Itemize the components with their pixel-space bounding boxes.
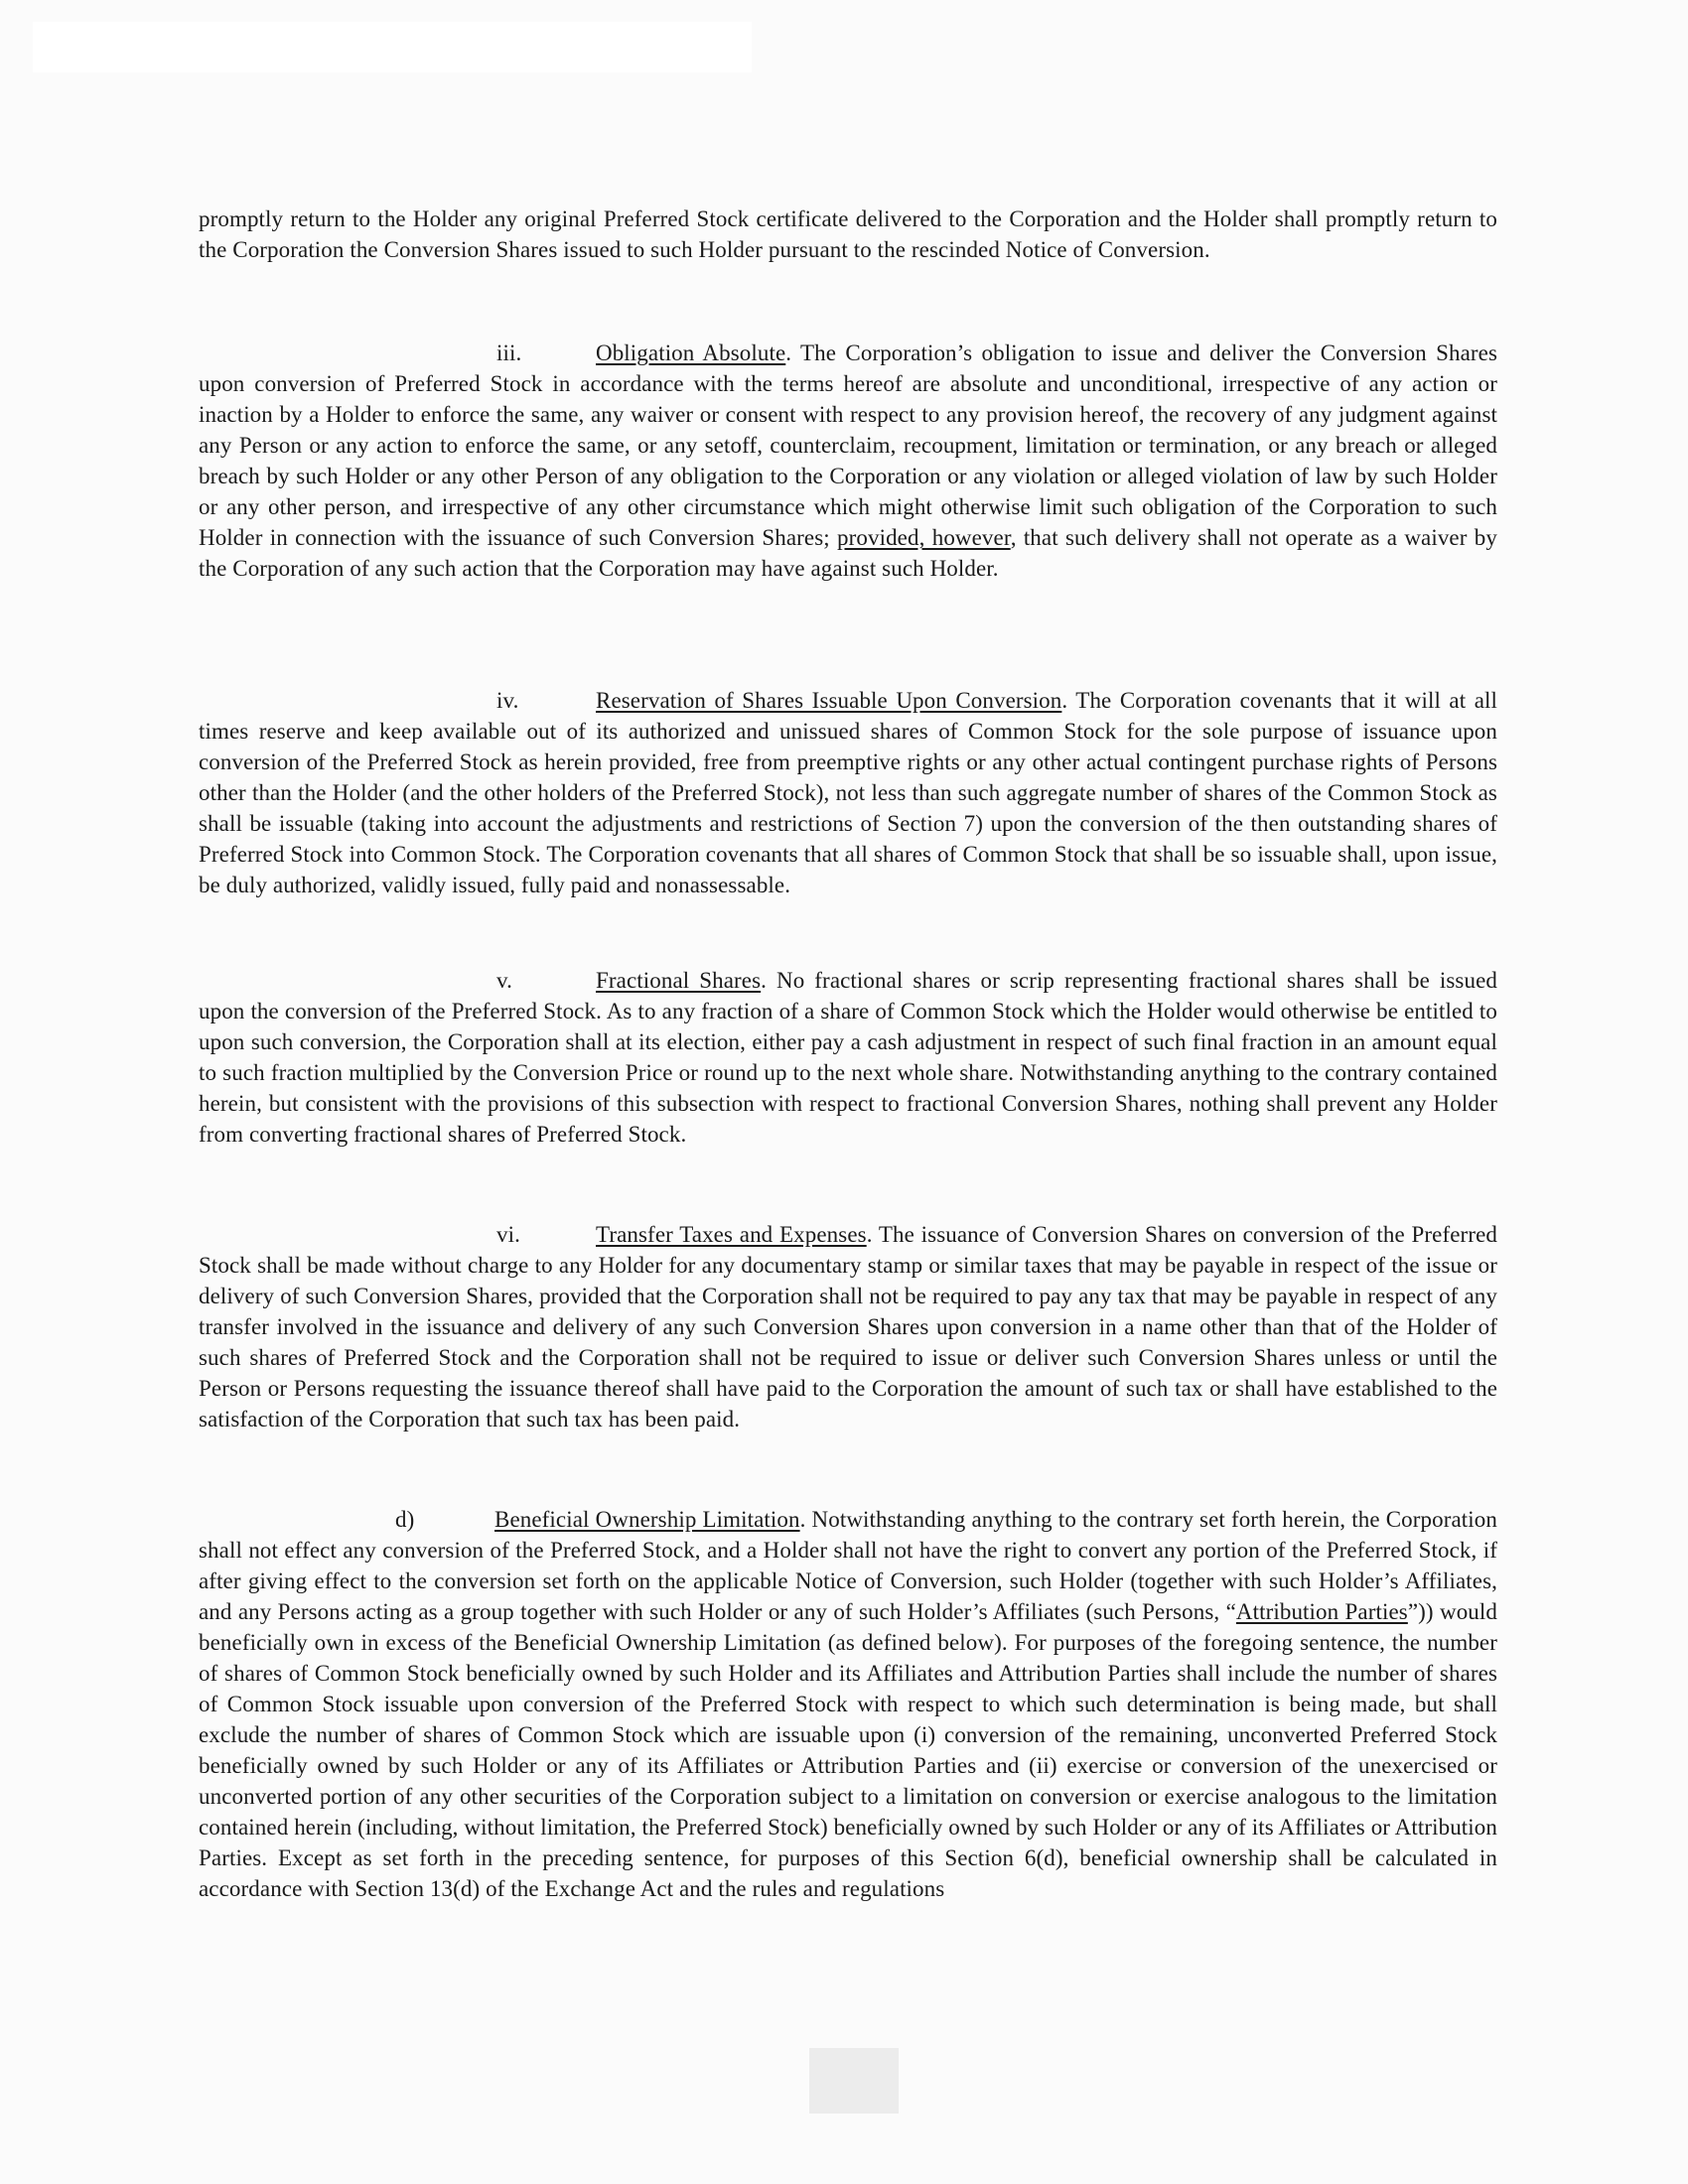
item-label: vi. <box>496 1222 520 1247</box>
underlined-phrase: provided, however <box>837 525 1011 550</box>
item-v-fractional-shares <box>199 965 1497 1150</box>
item-d-beneficial-ownership-limitation <box>199 1504 1497 1904</box>
item-label: d) <box>395 1507 415 1532</box>
item-label: v. <box>496 968 512 993</box>
underlined-phrase: Attribution Parties <box>1235 1599 1408 1624</box>
paragraph-continuation <box>199 204 1497 265</box>
document-text <box>199 0 1497 2184</box>
item-label: iii. <box>496 341 522 365</box>
body-text: promptly return to the Holder any original Preferred Stock certificate delivered to the Corporation and the Holder shall promptly return to the Corporation the Conversion Shares issued to such Holder pursuant to the rescinded Notice of Conversion. <box>199 206 1497 262</box>
body-text: ”)) would beneficially own in excess of the Beneficial Ownership Limitation (as defined below). For purposes of the foregoing sentence, the number of shares of Common Stock beneficially owned by such Holder and its Affiliates and Attribution Parties shall include the number of shares of Common Stock issuable upon conversion of the Preferred Stock with respect to which such determination is being made, but shall exclude the number of shares of Common Stock which are issuable upon (i) conversion of the remaining, unconverted Preferred Stock beneficially owned by such Holder or any of its Affiliates or Attribution Parties and (ii) exercise or conversion of the unexercised or unconverted portion of any other securities of the Corporation subject to a limitation on conversion or exercise analogous to the limitation contained herein (including, without limitation, the Preferred Stock) beneficially owned by such Holder or any of its Affiliates or Attribution Parties. Except as set forth in the preceding sentence, for purposes of this Section 6(d), beneficial ownership shall be calculated in accordance with Section 13(d) of the Exchange Act and the rules and regulations <box>199 1599 1497 1901</box>
scan-artifact-box <box>809 2048 899 2114</box>
body-text: . No fractional shares or scrip representing fractional shares shall be issued upon the conversion of the Preferred Stock. As to any fraction of a share of Common Stock which the Holder would otherwise be entitled to upon such conversion, the Corporation shall at its election, either pay a cash adjustment in respect of such final fraction in an amount equal to such fraction multiplied by the Conversion Price or round up to the next whole share. Notwithstanding anything to the contrary contained herein, but consistent with the provisions of this subsection with respect to fractional Conversion Shares, nothing shall prevent any Holder from converting fractional shares of Preferred Stock. <box>199 968 1497 1147</box>
item-vi-transfer-taxes <box>199 1219 1497 1434</box>
body-text: . The Corporation covenants that it will at all times reserve and keep available out of its authorized and unissued shares of Common Stock for the sole purpose of issuance upon conversion of the Preferred Stock as herein provided, free from preemptive rights or any other actual contingent purchase rights of Persons other than the Holder (and the other holders of the Preferred Stock), not less than such aggregate number of shares of the Common Stock as shall be issuable (taking into account the adjustments and restrictions of Section 7) upon the conversion of the then outstanding shares of Preferred Stock into Common Stock. The Corporation covenants that all shares of Common Stock that shall be so issuable shall, upon issue, be duly authorized, validly issued, fully paid and nonassessable. <box>199 688 1498 897</box>
underlined-phrase: Reservation of Shares Issuable Upon Conversion <box>596 688 1062 713</box>
body-text: , that such delivery shall not operate as a waiver by the Corporation of any such action that the Corporation may have against such Holder. <box>199 525 1497 581</box>
underlined-phrase: Transfer Taxes and Expenses <box>596 1222 867 1247</box>
body-text: . Notwithstanding anything to the contrary set forth herein, the Corporation shall not effect any conversion of the Preferred Stock, and a Holder shall not have the right to convert any portion of the Preferred Stock, if after giving effect to the conversion set forth on the applicable Notice of Conversion, such Holder (together with such Holder’s Affiliates, and any Persons acting as a group together with such Holder or any of such Holder’s Affiliates (such Persons, “ <box>199 1507 1497 1624</box>
body-text: . The issuance of Conversion Shares on conversion of the Preferred Stock shall be made without charge to any Holder for any documentary stamp or similar taxes that may be payable in respect of the issue or delivery of such Conversion Shares, provided that the Corporation shall not be required to pay any tax that may be payable in respect of any transfer involved in the issuance and delivery of any such Conversion Shares upon conversion in a name other than that of the Holder of such shares of Preferred Stock and the Corporation shall not be required to issue or deliver such Conversion Shares unless or until the Person or Persons requesting the issuance thereof shall have paid to the Corporation the amount of such tax or shall have established to the satisfaction of the Corporation that such tax has been paid. <box>199 1222 1497 1432</box>
item-iii-obligation-absolute <box>199 338 1497 584</box>
item-label: iv. <box>496 688 519 713</box>
underlined-phrase: Fractional Shares <box>596 968 762 993</box>
body-text: . The Corporation’s obligation to issue and deliver the Conversion Shares upon conversion of Preferred Stock in accordance with the terms hereof are absolute and unconditional, irrespective of any action or inaction by a Holder to enforce the same, any waiver or consent with respect to any provision hereof, the recovery of any judgment against any Person or any action to enforce the same, or any setoff, counterclaim, recoupment, limitation or termination, or any breach or alleged breach by such Holder or any other Person of any obligation to the Corporation or any violation or alleged violation of law by such Holder or any other person, and irrespective of any other circumstance which might otherwise limit such obligation of the Corporation to such Holder in connection with the issuance of such Conversion Shares; <box>199 341 1497 550</box>
underlined-phrase: Beneficial Ownership Limitation <box>494 1507 800 1532</box>
underlined-phrase: Obligation Absolute <box>596 341 786 365</box>
item-iv-reservation-of-shares <box>199 685 1497 900</box>
